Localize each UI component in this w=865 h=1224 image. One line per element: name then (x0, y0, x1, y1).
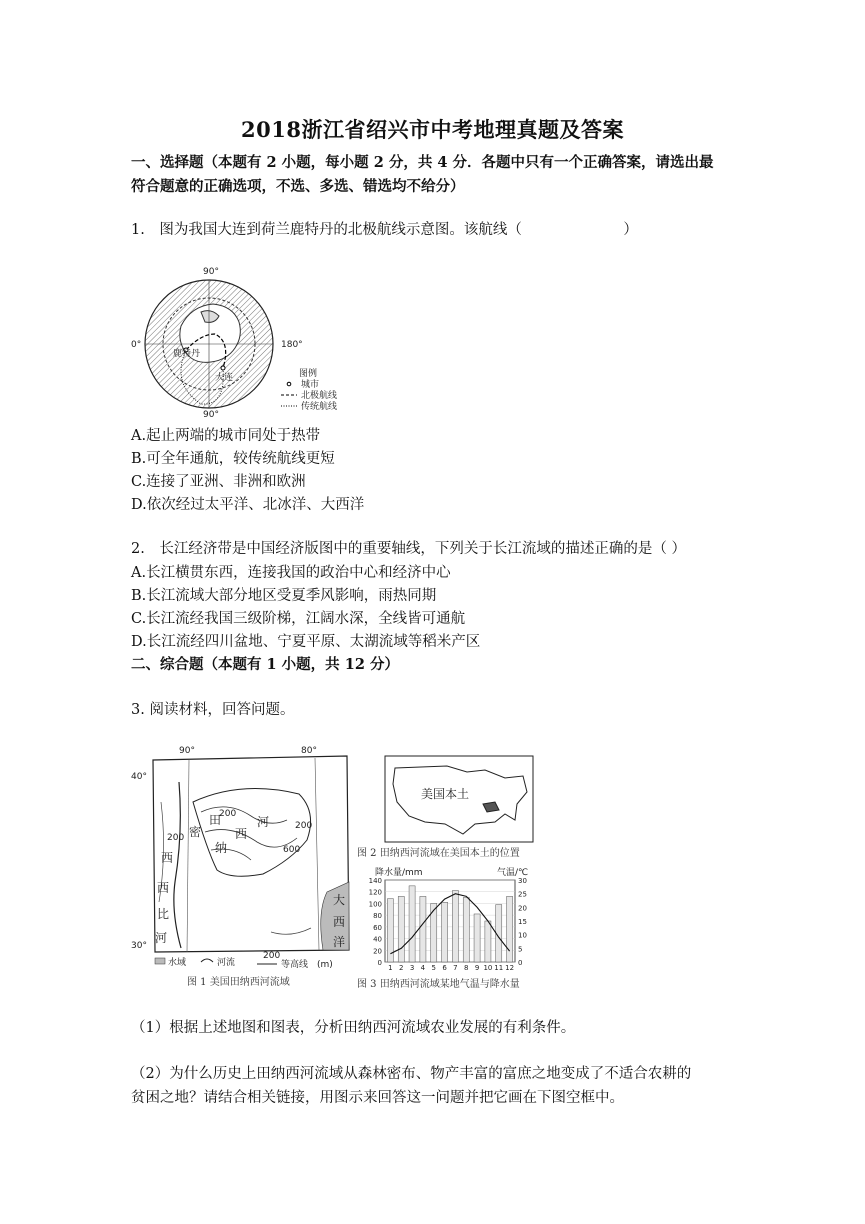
fig3-xtick: 9 (474, 964, 480, 972)
fig3-ylabel-left: 降水量/mm (375, 868, 423, 878)
fig3-ytick-left: 100 (368, 900, 382, 909)
fig3-precip-bar (485, 921, 491, 962)
fig1-mississippi-river (174, 782, 181, 948)
fig3-ytick-left: 20 (373, 947, 382, 956)
q2-option-b: B.长江流域大部分地区受夏季风影响，雨热同期 (131, 588, 437, 604)
fig3-ytick-right: 10 (518, 931, 527, 940)
fig1-legend-unit: (m) (317, 960, 333, 970)
fig1-label-da: 大 (333, 893, 346, 907)
fig3-precip-bar (398, 896, 404, 962)
q3-figure1-basin-map (131, 742, 353, 992)
fig3-ytick-right: 5 (518, 945, 523, 954)
fig1-contour-600: 600 (283, 845, 301, 855)
fig3-xtick: 1 (388, 964, 393, 972)
q2-option-a: A.长江横贯东西，连接我国的政治中心和经济中心 (131, 565, 451, 581)
fig1-lon-80: 80° (301, 746, 317, 756)
q1-stem: 1. 图为我国大连到荷兰鹿特丹的北极航线示意图。该航线（ ） (131, 222, 638, 238)
q3-sub1: （1）根据上述地图和图表，分析田纳西河流域农业发展的有利条件。 (131, 1020, 576, 1036)
fig1-label-xi2: 西 (157, 881, 170, 895)
q1-option-c: C.连接了亚洲、非洲和欧洲 (131, 474, 306, 490)
q2-stem: 2. 长江经济带是中国经济版图中的重要轴线，下列关于长江流域的描述正确的是（ ） (131, 541, 686, 557)
q3-figure2-us-map (355, 752, 545, 864)
fig3-xtick: 6 (442, 964, 447, 972)
fig3-precip-bar (463, 898, 469, 962)
fig1-legend-river: 河流 (217, 958, 236, 968)
fig3-xtick: 2 (399, 964, 404, 972)
q3-stem: 3. 阅读材料，回答问题。 (131, 702, 295, 718)
fig1-label-yang: 洋 (333, 935, 346, 949)
fig3-ytick-left: 140 (368, 877, 382, 885)
fig3-ytick-right: 25 (518, 890, 527, 899)
fig1-legend-water: 水域 (168, 958, 187, 968)
q1-option-b: B.可全年通航，较传统航线更短 (131, 451, 335, 467)
fig3-precip-bar (442, 902, 448, 962)
fig2-label: 美国本土 (421, 787, 470, 801)
map-lon-right-label: 180° (281, 340, 303, 350)
legend-arctic-route: 北极航线 (301, 391, 338, 401)
q3-figure3-climate-chart (355, 866, 545, 990)
fig1-label-tian: 田 (209, 813, 222, 827)
fig1-contour-200b: 200 (219, 809, 237, 819)
dalian-marker (221, 366, 225, 370)
q2-option-d: D.长江流经四川盆地、宁夏平原、太湖流域等稻米产区 (131, 634, 481, 650)
fig3-temperature-line (390, 894, 509, 954)
fig3-ytick-right: 0 (518, 959, 523, 967)
map-lat-top-label: 90° (203, 267, 219, 277)
fig3-ytick-right: 30 (518, 877, 527, 885)
fig1-legend-contour: 等高线 (281, 960, 309, 970)
fig1-label-bi: 比 (157, 907, 170, 921)
legend-city: 城市 (301, 380, 320, 390)
fig3-xtick: 7 (453, 964, 458, 972)
fig3-precip-bar (507, 896, 513, 962)
fig1-contour-200a: 200 (167, 833, 185, 843)
section2-heading: 二、综合题（本题有 1 小题，共 12 分） (131, 656, 399, 673)
fig3-ytick-right: 15 (518, 918, 527, 926)
q1-option-d: D.依次经过太平洋、北冰洋、大西洋 (131, 497, 365, 513)
map-city-dalian: 大连 (215, 373, 234, 383)
page-title: 2018浙江省绍兴市中考地理真题及答案 (241, 117, 624, 142)
fig1-caption: 图 1 美国田纳西河流域 (187, 977, 290, 988)
fig1-legend-contour-value: 200 (263, 951, 281, 961)
fig1-basin-boundary (193, 789, 311, 877)
fig3-ylabel-right: 气温/℃ (497, 868, 529, 878)
map-lon-left-label: 0° (131, 340, 142, 350)
fig1-lon-90: 90° (179, 746, 195, 756)
fig1-label-he: 河 (155, 931, 168, 945)
fig3-ytick-left: 0 (377, 959, 382, 967)
map-lat-bottom-label: 90° (203, 410, 219, 418)
fig1-label-xi4: 西 (333, 915, 346, 929)
q3-sub2-line2: 贫困之地？请结合相关链接，用图示来回答这一问题并把它画在下图空框中。 (131, 1090, 624, 1106)
q2-option-c: C.长江流经我国三级阶梯，江阔水深，全线皆可通航 (131, 611, 466, 627)
q1-polar-map (131, 264, 341, 418)
fig3-xtick: 11 (494, 964, 504, 972)
fig1-label-xi3: 西 (235, 827, 248, 841)
fig1-lat-40: 40° (131, 772, 147, 782)
fig3-xtick: 10 (483, 964, 493, 972)
fig3-precip-bar (409, 886, 415, 962)
fig3-ytick-right: 20 (518, 904, 527, 913)
fig1-contour-200c: 200 (295, 821, 313, 831)
fig1-label-he2: 河 (257, 815, 270, 829)
fig3-xtick: 4 (420, 964, 426, 972)
section1-heading-line1: 一、选择题（本题有 2 小题，每小题 2 分，共 4 分．各题中只有一个正确答案，请选出最 (131, 154, 714, 171)
fig3-xtick: 3 (409, 964, 415, 972)
fig2-caption: 图 2 田纳西河流域在美国本土的位置 (357, 848, 520, 859)
fig1-label-xi: 西 (161, 851, 174, 865)
fig3-ytick-left: 60 (373, 923, 382, 932)
fig3-caption: 图 3 田纳西河流域某地气温与降水量 (357, 979, 520, 990)
fig3-ytick-left: 80 (373, 912, 382, 921)
fig3-xtick: 5 (431, 964, 436, 972)
section1-heading-line2: 符合题意的正确选项，不选、多选、错选均不给分） (131, 178, 465, 195)
fig1-frame (153, 756, 349, 952)
fig1-label-na: 纳 (215, 841, 228, 855)
fig1-lat-30: 30° (131, 941, 147, 951)
fig3-xtick: 12 (505, 964, 515, 972)
fig1-label-mi: 密 (189, 825, 202, 839)
q3-sub2-line1: （2）为什么历史上田纳西河流域从森林密布、物产丰富的富庶之地变成了不适合农耕的 (131, 1066, 692, 1082)
fig3-precip-bar (420, 896, 426, 962)
fig3-ytick-left: 40 (373, 935, 382, 944)
fig3-ytick-left: 120 (368, 888, 382, 897)
q1-option-a: A.起止两端的城市同处于热带 (131, 428, 321, 444)
map-city-rotterdam: 鹿特丹 (173, 349, 201, 359)
fig3-precip-bar (474, 914, 480, 962)
legend-traditional-route: 传统航线 (301, 402, 338, 412)
legend-title: 图例 (299, 369, 318, 379)
fig3-xtick: 8 (464, 964, 469, 972)
fig3-precip-bar (452, 891, 458, 962)
